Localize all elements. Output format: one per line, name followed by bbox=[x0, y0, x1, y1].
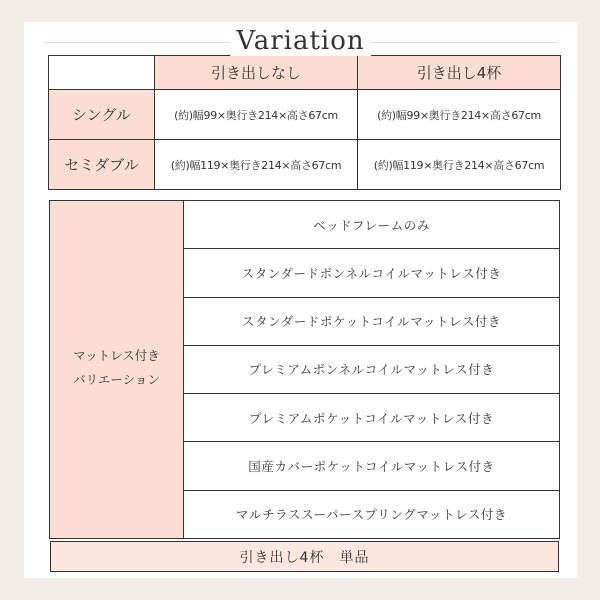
mattress-option-multi-lath-super-spring: マルチラススーパースプリングマットレス付き bbox=[235, 507, 508, 523]
row-header-single: シングル bbox=[49, 90, 155, 140]
size-table-corner-cell bbox=[49, 56, 155, 90]
mattress-header-line1: マットレス付き bbox=[73, 347, 160, 363]
dimension-cell: (約)幅119×奥行き214×高さ67cm bbox=[358, 140, 561, 190]
column-header-four-drawers: 引き出し4杯 bbox=[358, 56, 561, 90]
dimension-cell: (約)幅99×奥行き214×高さ67cm bbox=[358, 90, 561, 140]
row-header-semi-double: セミダブル bbox=[49, 140, 155, 190]
size-table-header-row bbox=[49, 56, 561, 90]
column-header-no-drawer: 引き出しなし bbox=[155, 56, 358, 90]
mattress-option-frame-only: ベッドフレームのみ bbox=[184, 201, 559, 249]
size-table-row bbox=[49, 140, 561, 190]
page-title bbox=[24, 26, 577, 56]
mattress-variation-table bbox=[49, 200, 560, 539]
single-item-bar: 引き出し4杯 単品 bbox=[50, 541, 559, 572]
page-title-text: Variation bbox=[230, 26, 370, 56]
mattress-option-domestic-cover-pocket: 国産カバーポケットコイルマットレス付き bbox=[184, 442, 559, 490]
mattress-option-standard-bonnell: スタンダードボンネルコイルマットレス付き bbox=[184, 249, 559, 297]
mattress-option-premium-bonnell: プレミアムボンネルコイルマットレス付き bbox=[184, 346, 559, 394]
mattress-option-premium-pocket: プレミアムポケットコイルマットレス付き bbox=[184, 394, 559, 442]
dimension-cell: (約)幅99×奥行き214×高さ67cm bbox=[155, 90, 358, 140]
mattress-option-list bbox=[184, 201, 559, 538]
variation-panel bbox=[24, 22, 577, 578]
size-table-row bbox=[49, 90, 561, 140]
mattress-header-line2: バリエーション bbox=[73, 371, 160, 387]
dimension-cell: (約)幅119×奥行き214×高さ67cm bbox=[155, 140, 358, 190]
mattress-option-standard-pocket: スタンダードポケットコイルマットレス付き bbox=[184, 298, 559, 346]
size-table bbox=[48, 55, 561, 190]
mattress-variation-header bbox=[50, 201, 184, 538]
